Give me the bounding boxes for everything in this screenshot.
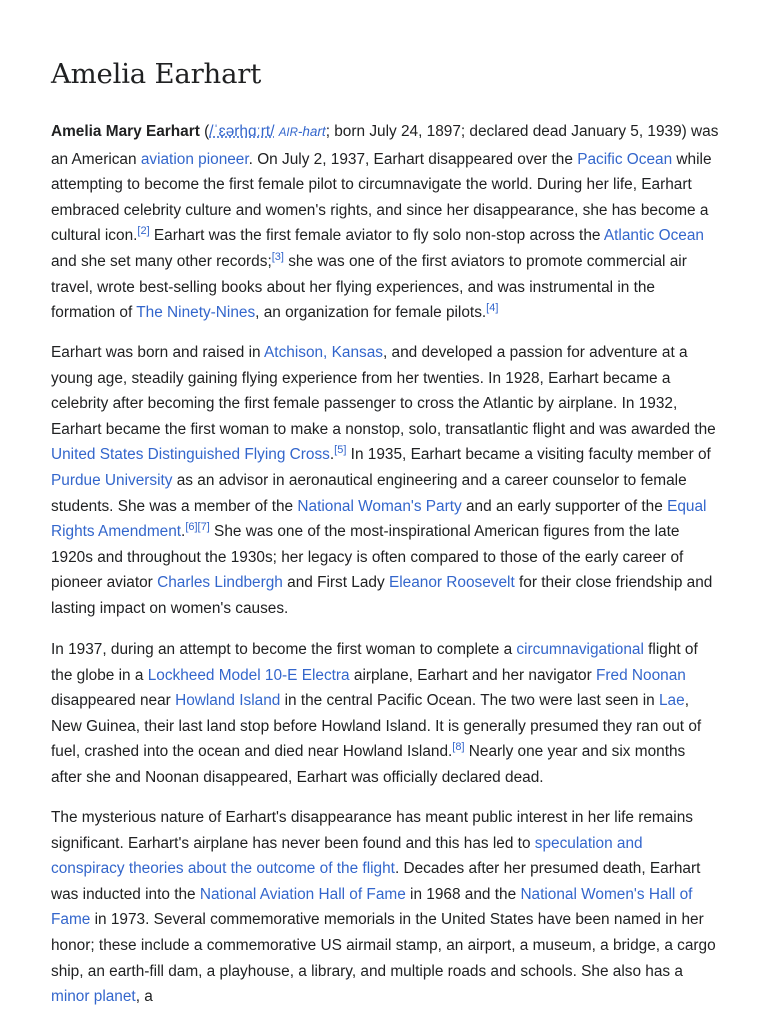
text: and an early supporter of the <box>461 497 668 515</box>
link-fred-noonan[interactable]: Fred Noonan <box>596 666 686 684</box>
link-national-womans-party[interactable]: National Woman's Party <box>297 497 462 515</box>
link-equal-rights-amendment[interactable]: Equal Rights Amendment <box>51 497 707 541</box>
link-pacific-ocean[interactable]: Pacific Ocean <box>577 150 673 168</box>
link-minor-planet[interactable]: minor planet <box>51 988 136 1006</box>
reference-link[interactable]: [4] <box>486 302 499 315</box>
text: she was one of the first aviators to promote commercial air travel, wrote best-selling books about her flying experiences, and was instrumental in the formation of <box>51 252 687 322</box>
link-aviation-pioneer[interactable]: aviation pioneer <box>140 150 249 168</box>
ipa-link[interactable]: /ˈɛərhɑːrt/ <box>209 123 275 140</box>
text: She was one of the most-inspirational American figures from the late 1920s and throughout the 1930s; her legacy is often compared to those of the early career of pioneer aviator <box>51 523 684 592</box>
text: for their close friendship and lasting impact on women's causes. <box>51 574 713 617</box>
text: disappeared near <box>51 692 176 710</box>
link-purdue-university[interactable]: Purdue University <box>51 471 173 489</box>
text: , and developed a passion for adventure at a young age, steadily gaining flying experience from her twenties. In 1928, Earhart became a celebrity after becoming the first female passenger to cross the Atlantic by airplane. In 1932, Earhart became the first woman to make a nonstop, solo, transatlantic flight and was awarded the <box>51 344 716 438</box>
text: ( <box>199 123 210 140</box>
text: Earhart was born and raised in <box>51 344 265 361</box>
link-eleanor-roosevelt[interactable]: Eleanor Roosevelt <box>388 574 515 592</box>
text: . Decades after her presumed death, Earhart was inducted into the <box>51 860 701 903</box>
text: Earhart was the first female aviator to fly solo non-stop across the <box>149 227 604 245</box>
text: . <box>329 446 335 464</box>
paragraph-legacy <box>51 805 719 1010</box>
link-distinguished-flying-cross[interactable]: United States Distinguished Flying Cross <box>51 446 330 464</box>
text: as an advisor in aeronautical engineering and a career counselor to female students. She was a member of the <box>51 471 687 515</box>
reference-link[interactable]: [8] <box>452 741 465 754</box>
text: and she set many other records; <box>51 252 272 270</box>
reference-link[interactable]: [2] <box>137 225 150 238</box>
link-howland-island[interactable]: Howland Island <box>175 692 281 710</box>
paragraph-disappearance <box>51 637 719 791</box>
link-charles-lindbergh[interactable]: Charles Lindbergh <box>157 574 283 592</box>
text: In 1937, during an attempt to become the first woman to complete a <box>51 641 517 658</box>
article <box>51 0 719 1006</box>
pronunciation-respelling-link[interactable] <box>279 124 326 139</box>
link-speculation-theories[interactable]: speculation and conspiracy theories about the outcome of the flight <box>51 834 643 878</box>
link-atchison-kansas[interactable]: Atchison, Kansas <box>264 344 383 361</box>
text: flight of the globe in a <box>51 641 698 684</box>
text: while attempting to become the first female pilot to circumnavigate the world. During her life, Earhart embraced celebrity culture and women's rights, and since her disappearance, she has become a cultural icon. <box>51 150 712 245</box>
text: ; born July 24, 1897; declared dead January 5, 1939) was an American <box>51 123 719 168</box>
reference-link[interactable]: [5] <box>334 444 347 457</box>
text: , New Guinea, their last land stop before Howland Island. It is generally presumed they ran out of fuel, crashed into the ocean and died near Howland Island. <box>51 692 702 761</box>
reference-link[interactable]: [3] <box>271 250 284 263</box>
link-lockheed-electra[interactable]: Lockheed Model 10-E Electra <box>147 666 350 684</box>
text: in 1968 and the <box>405 885 521 903</box>
paragraph-early-life <box>51 340 719 622</box>
text: airplane, Earhart and her navigator <box>349 666 597 684</box>
text: in 1973. Several commemorative memorials in the United States have been named in her honor; these include a commemorative US airmail stamp, an airport, a museum, a bridge, a cargo ship, an earth-fill dam, a playhouse, a library, and multiple roads and schools. She also has a <box>51 911 716 980</box>
reference-link[interactable]: [7] <box>197 521 210 534</box>
respelling-rest: -hart <box>297 124 326 139</box>
link-womens-hall-of-fame[interactable]: National Women's Hall of Fame <box>51 885 693 929</box>
subject-name: Amelia Mary Earhart <box>51 123 200 140</box>
text: The mysterious nature of Earhart's disappearance has meant public interest in her life remains significant. Earhart's airplane has never been found and this has led to <box>51 809 693 852</box>
link-atlantic-ocean[interactable]: Atlantic Ocean <box>603 227 704 245</box>
link-ninety-nines[interactable]: The Ninety-Nines <box>136 304 256 322</box>
text: . On July 2, 1937, Earhart disappeared over the <box>248 150 578 168</box>
link-lae[interactable]: Lae <box>659 692 685 710</box>
text: and First Lady <box>282 574 389 592</box>
paragraph-intro <box>51 119 719 326</box>
link-aviation-hall-of-fame[interactable]: National Aviation Hall of Fame <box>199 885 406 903</box>
respelling-stressed: AIR <box>278 127 298 139</box>
text: in the central Pacific Ocean. The two were last seen in <box>280 692 659 710</box>
text: , an organization for female pilots. <box>255 304 487 322</box>
text: Nearly one year and six months after she and Noonan disappeared, Earhart was officially declared dead. <box>51 743 686 786</box>
page-title: Amelia Earhart <box>51 58 262 90</box>
reference-link[interactable]: [6] <box>185 521 198 534</box>
text: . <box>181 523 186 541</box>
text: , a <box>135 988 153 1006</box>
text: In 1935, Earhart became a visiting faculty member of <box>346 446 711 464</box>
link-circumnavigational[interactable]: circumnavigational <box>516 641 644 658</box>
